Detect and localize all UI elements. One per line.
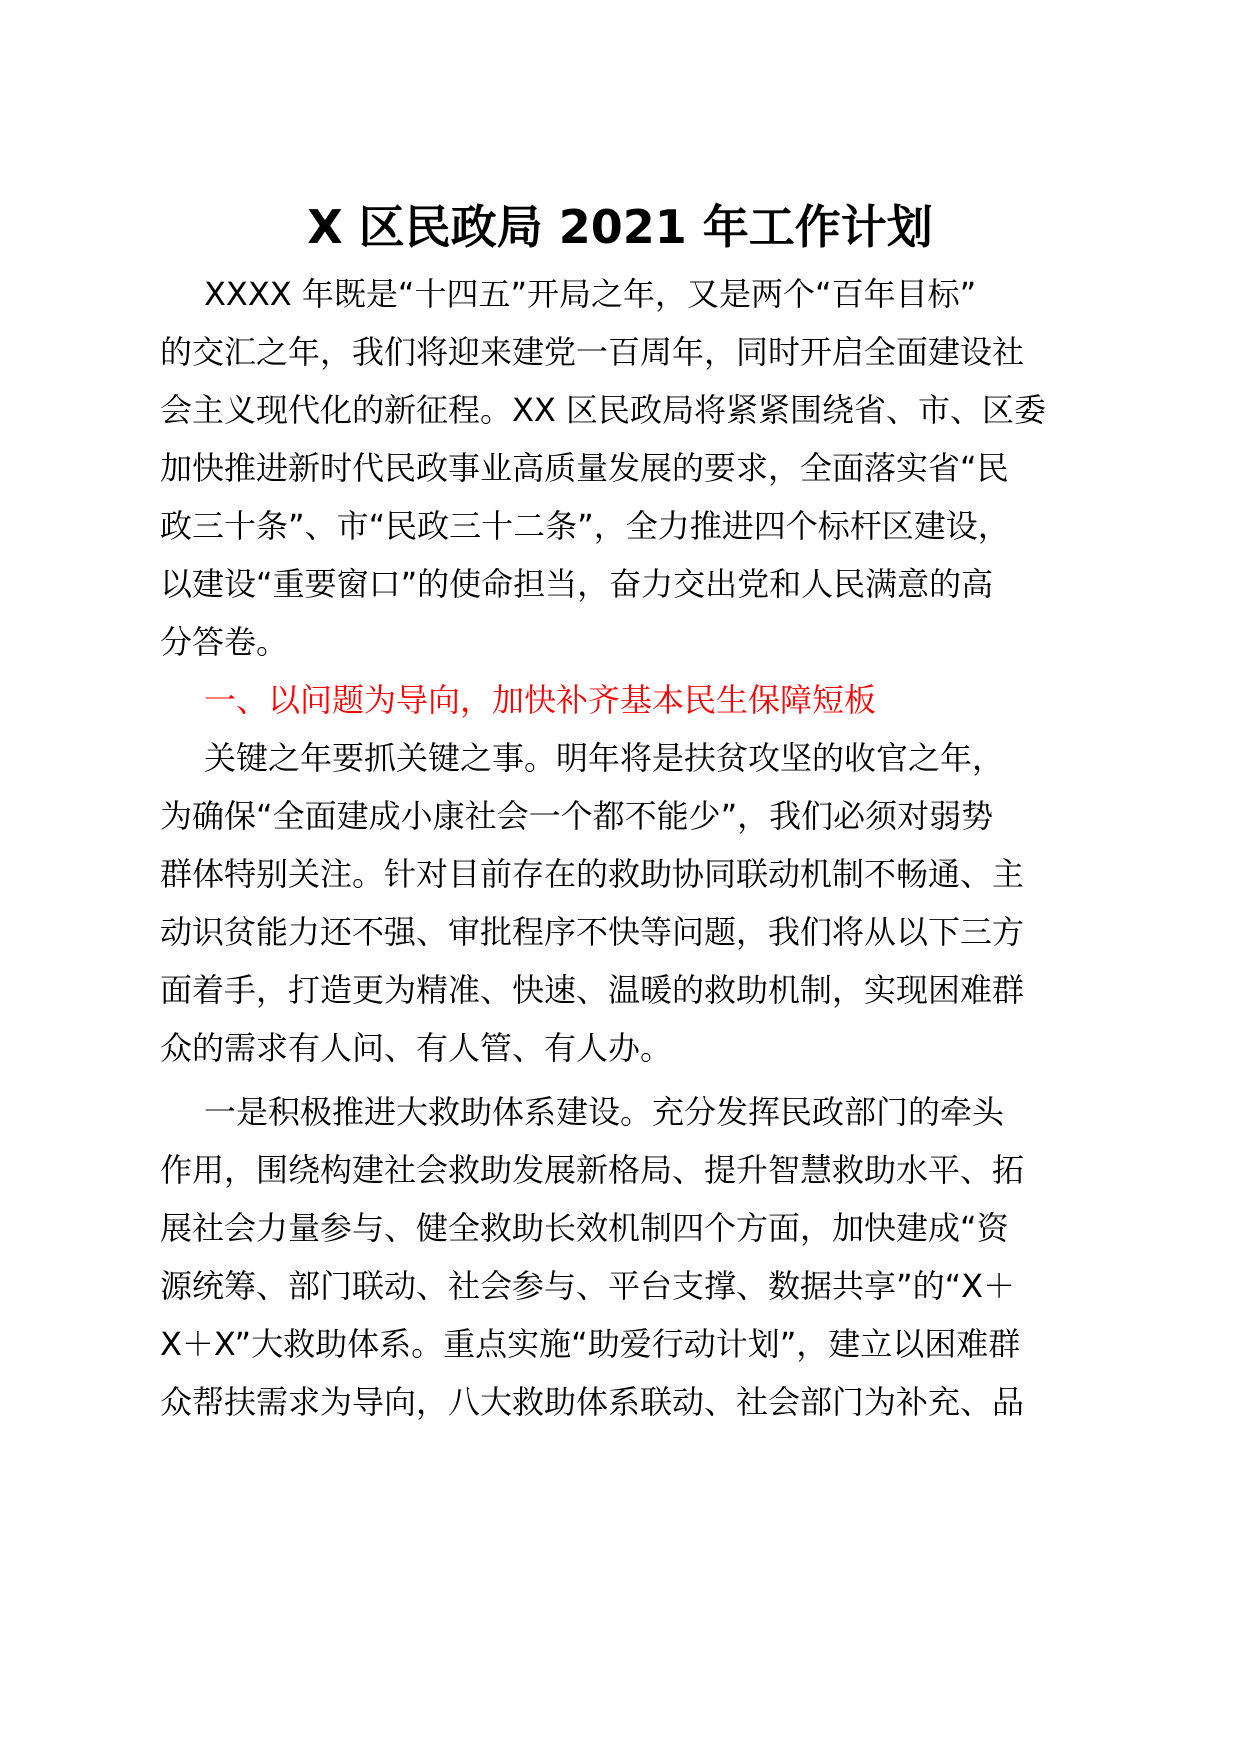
- text-line: 为确保“全面建成小康社会一个都不能少”，我们必须对弱势: [160, 797, 994, 835]
- text-line: 动识贫能力还不强、审批程序不快等问题，我们将从以下三方: [160, 913, 1025, 951]
- text-line: 一是积极推进大救助体系建设。充分发挥民政部门的牵头: [204, 1093, 1005, 1131]
- text-line: 加快推进新时代民政事业高质量发展的要求，全面落实省“民: [160, 449, 1009, 487]
- text-line: 作用，围绕构建社会救助发展新格局、提升智慧救助水平、拓: [160, 1151, 1025, 1189]
- text-line: 众帮扶需求为导向，八大救助体系联动、社会部门为补充、品: [160, 1383, 1025, 1421]
- text-line: XXXX 年既是“十四五”开局之年，又是两个“百年目标”: [204, 275, 977, 313]
- text-line: 群体特别关注。针对目前存在的救助协同联动机制不畅通、主: [160, 855, 1025, 893]
- text-line: 分答卷。: [160, 623, 289, 661]
- text-line: 的交汇之年，我们将迎来建党一百周年，同时开启全面建设社: [160, 333, 1025, 371]
- document-title: X 区民政局 2021 年工作计划: [307, 200, 933, 254]
- text-line: 源统筹、部门联动、社会参与、平台支撑、数据共享”的“X＋: [160, 1267, 1016, 1305]
- text-line: X＋X”大救助体系。重点实施“助爱行动计划”，建立以困难群: [160, 1325, 1021, 1363]
- text-line: 关键之年要抓关键之事。明年将是扶贫攻坚的收官之年，: [204, 739, 1005, 777]
- text-line: 面着手，打造更为精准、快速、温暖的救助机制，实现困难群: [160, 971, 1025, 1009]
- section-heading: 一、以问题为导向，加快补齐基本民生保障短板: [204, 681, 877, 719]
- text-line: 会主义现代化的新征程。XX 区民政局将紧紧围绕省、市、区委: [160, 391, 1047, 429]
- text-line: 展社会力量参与、健全救助长效机制四个方面，加快建成“资: [160, 1209, 1009, 1247]
- text-line: 政三十条”、市“民政三十二条”，全力推进四个标杆区建设，: [160, 507, 1010, 545]
- text-line: 众的需求有人问、有人管、有人办。: [160, 1029, 673, 1067]
- text-line: 以建设“重要窗口”的使命担当，奋力交出党和人民满意的高: [160, 565, 994, 603]
